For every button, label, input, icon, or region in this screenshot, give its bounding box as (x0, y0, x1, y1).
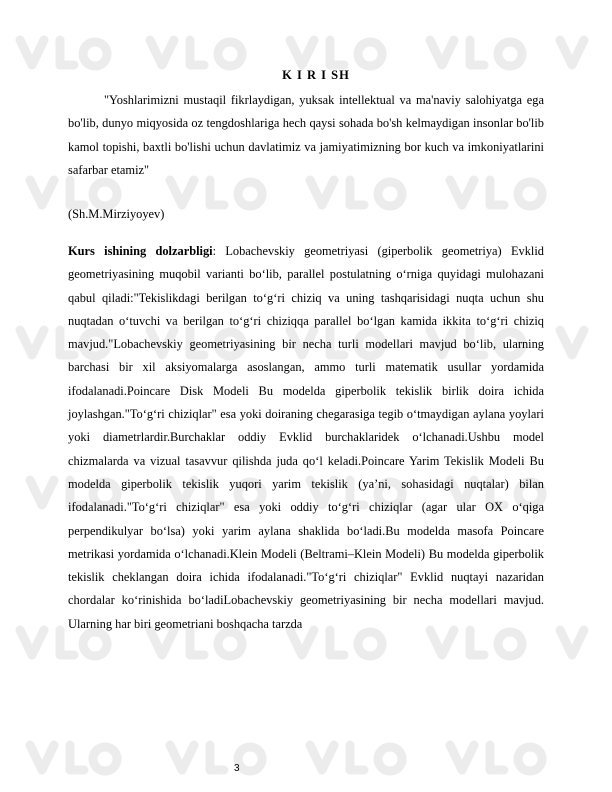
epigraph-quote: "Yoshlarimizni mustaqil fikrlaydigan, yuksak intellektual va ma'naviy salohiyatga ega bo'lib, dunyo miqyosida oz tengdoshlariga hech qaysi sohada bo'sh kelmaydigan insonlar bo'lib kamol topishi, baxtli bo'lishi uchun davlatimiz va jamiyatimizning bor kuch va imkoniyatlarini safarbar etamiz" (68, 93, 544, 177)
relevance-paragraph (68, 240, 544, 636)
section-text: : Lobachevskiy geometriyasi (giperbolik geometriya) Evklid geometriyasining muqobil varianti bo‘lib, parallel postulatning o‘rniga quyidagi mulohazani qabul qiladi:"Tekislikdagi berilgan to‘g‘ri chiziq va uning tashqarisidagi nuqta uchun shu nuqtadan o‘tuvchi va berilgan to‘g‘ri chiziqqa parallel bo‘lgan kamida ikkita to‘g‘ri chiziq mavjud."Lobachevskiy geometriyasining bir necha turli modellari mavjud bo‘lib, ularning barchasi bir xil aksiyomalarga asoslangan, ammo turli matematik usullar yordamida ifodalanadi.Poincare Disk Modeli Bu modelda giperbolik tekislik birlik doira ichida joylashgan."To‘g‘ri chiziqlar" esa yoki doiraning chegarasiga tegib o‘tmaydigan aylana yoylari yoki diametrlardir.Burchaklar oddiy Evklid burchaklaridek o‘lchanadi.Ushbu model chizmalarda va vizual tasavvur qilishda juda qo‘l keladi.Poincare Yarim Tekislik Modeli Bu modelda giperbolik tekislik yuqori yarim tekislik (ya’ni, sohasidagi nuqtalar) bilan ifodalanadi."To‘g‘ri chiziqlar" esa yoki oddiy to‘g‘ri chiziqlar (agar ular OX o‘qiga perpendikulyar bo‘lsa) yoki yarim aylana shaklida bo‘ladi.Bu modelda masofa Poincare metrikasi yordamida o‘lchanadi.Klein Modeli (Beltrami–Klein Modeli) Bu modelda giperbolik tekislik cheklangan doira ichida ifodalanadi."To‘g‘ri chiziqlar" Evklid nuqtayi nazaridan chordalar ko‘rinishida bo‘ladiLobachevskiy geometriyasining bir necha modellari mavjud. Ularning har biri geometriani boshqacha tarzda (68, 244, 545, 631)
epigraph-author: (Sh.M.Mirziyoyev) (68, 207, 165, 221)
section-label: Kurs ishining dolzarbligi (68, 244, 213, 258)
page-number: 3 (234, 763, 240, 774)
page-heading: K I R I SH (282, 68, 350, 82)
